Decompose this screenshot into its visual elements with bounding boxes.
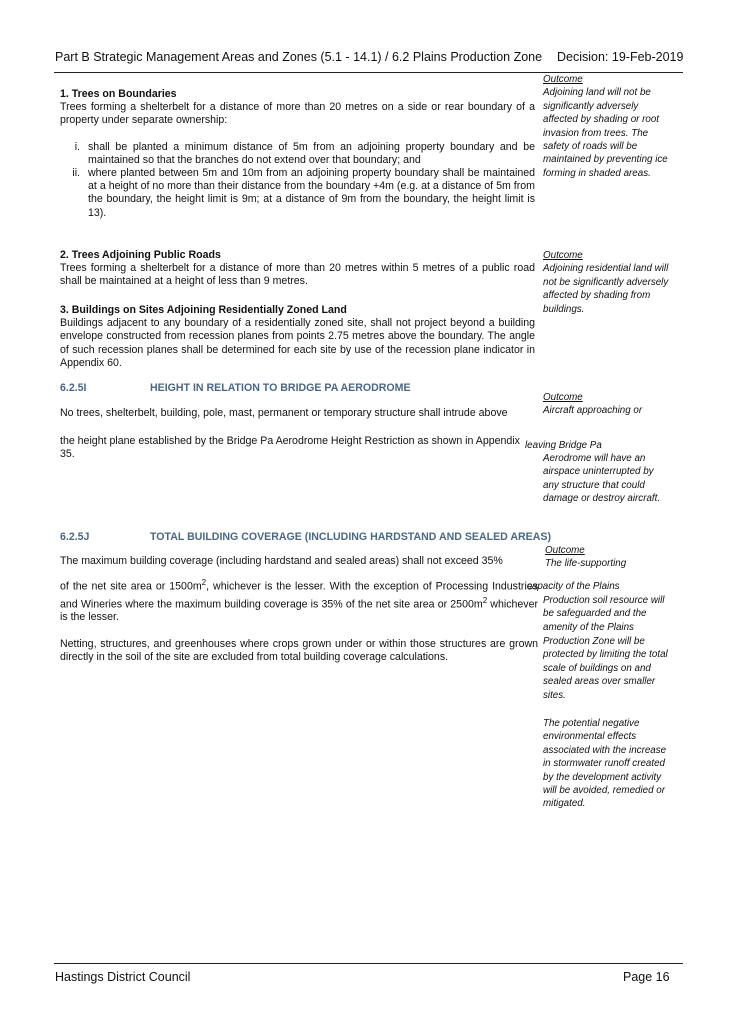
outcome-trees-adjoining-roads (543, 249, 669, 316)
outcome-coverage-line: capacity of the Plains (527, 581, 620, 592)
outcome-building-coverage (545, 544, 671, 571)
trees-adjoining-roads-text: Trees forming a shelterbelt for a distance of more than 20 metres within 5 metres of a public road shall be maintained at a height of less than 9 metres. (60, 262, 535, 288)
outcome-text: Aircraft approaching or (543, 405, 643, 417)
list-item: ii. where planted between 5m and 10m from an adjoining property boundary shall be maintained at a height of no more than their distance from the boundary +4m (e.g. at a distance of 5m from the boundary, the height limit is 9m; at a distance of 9m from the boundary, the height limit is 13). (72, 167, 535, 219)
coverage-text-line1: The maximum building coverage (including hardstand and sealed areas) shall not exceed 35% (60, 555, 503, 567)
decision-date: Decision: 19-Feb-2019 (557, 50, 684, 64)
trees-adjoining-roads-heading: 2. Trees Adjoining Public Roads (60, 249, 221, 261)
footer-organisation: Hastings District Council (55, 970, 191, 984)
section-code-6-2-5j: 6.2.5J (60, 531, 90, 543)
outcome-label: Outcome (543, 74, 583, 85)
coverage-paragraph: of the net site area or $1500m^2$, whichever is the lesser. With the exception of Processing Industries and Wineries where the maximum building coverage is 35% of the net site area or $2500m^2$ whichever is the lesser. Netting, structures, and greenhouses where crops grown under or within those structures are grown directly in the soil of the site are excluded from total building coverage calculations. (60, 578, 539, 663)
outcome-aerodrome-rest: Aerodrome will have an airspace uninterrupted by any structure that could damage or destroy aircraft. (543, 453, 661, 505)
section-title-aerodrome: HEIGHT IN RELATION TO BRIDGE PA AERODROME (150, 382, 411, 394)
footer-divider (54, 963, 683, 964)
outcome-coverage-text: Production soil resource will be safeguarded and the amenity of the Plains (543, 595, 665, 633)
outcome-text: Adjoining land will not be significantly adversely affected by shading or root invasion from trees. The safety of roads will be maintained by preventing ice forming in shaded areas. (543, 87, 668, 179)
outcome-coverage-text-2: Production Zone will be protected by limiting the total scale of buildings on and sealed areas over smaller sites. (543, 636, 668, 701)
aerodrome-text-line2: the height plane established by the Bridge Pa Aerodrome Height Restriction as shown in Appendix 35. (60, 435, 520, 461)
outcome-label: Outcome (543, 250, 583, 261)
outcome-aerodrome (543, 391, 669, 418)
buildings-residential-section (60, 304, 535, 370)
trees-on-boundaries-section (60, 88, 535, 220)
list-item: i. shall be planted a minimum distance of 5m from an adjoining property boundary and be maintained so that the branches do not extend over that boundary; and (74, 140, 535, 166)
trees-adjoining-roads-section (60, 249, 535, 289)
buildings-residential-text: Buildings adjacent to any boundary of a residentially zoned site, shall not project beyond a building envelope constructed from recession planes from points 2.75 metres above the boundary. The angle of such recession planes shall be determined for each site by use of the recession plane indicator in Appendix 60. (60, 317, 535, 369)
page-header-title: Part B Strategic Management Areas and Zones (5.1 - 14.1) / 6.2 Plains Production Zone (55, 50, 543, 64)
aerodrome-text-line1: No trees, shelterbelt, building, pole, mast, permanent or temporary structure shall intrude above (60, 407, 508, 419)
page-number: Page 16 (623, 970, 670, 984)
outcome-text: Adjoining residential land will not be significantly adversely affected by shading from buildings. (543, 263, 669, 315)
outcome-aerodrome-line: leaving Bridge Pa (525, 440, 602, 451)
section-code-6-2-5i: 6.2.5I (60, 382, 87, 394)
section-title-building-coverage: TOTAL BUILDING COVERAGE (INCLUDING HARDSTAND AND SEALED AREAS) (150, 531, 551, 543)
trees-on-boundaries-list (60, 141, 535, 220)
outcome-text: The life-supporting (545, 558, 627, 570)
trees-on-boundaries-intro: Trees forming a shelterbelt for a distance of more than 20 metres on a side or rear boundary of a property under separate ownership: (60, 101, 535, 127)
outcome-trees-on-boundaries (543, 73, 669, 180)
trees-on-boundaries-heading: 1. Trees on Boundaries (60, 88, 177, 100)
coverage-paragraph-2: Netting, structures, and greenhouses where crops grown under or within those structures are grown directly in the soil of the site are excluded from total building coverage calculations. (60, 637, 538, 663)
buildings-residential-heading: 3. Buildings on Sites Adjoining Residentially Zoned Land (60, 304, 347, 316)
outcome-coverage-text-3: The potential negative environmental effects associated with the increase in stormwater runoff created by the development activity will be avoided, remedied or mitigated. (543, 718, 667, 810)
outcome-label: Outcome (545, 545, 585, 556)
outcome-label: Outcome (543, 392, 583, 403)
